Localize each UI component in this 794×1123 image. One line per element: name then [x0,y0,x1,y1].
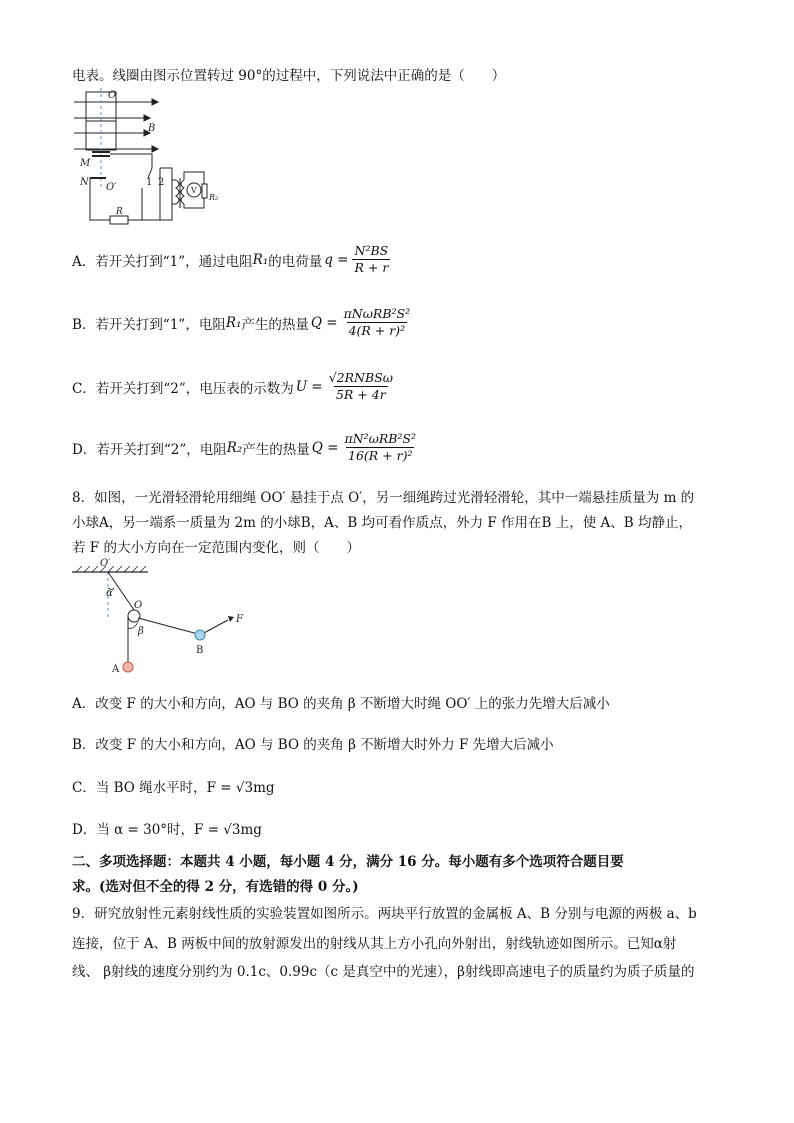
q8-option-d[interactable]: D．当 α = 30°时，F = √3mg [72,822,262,838]
option-b-symbol: R₁ [225,314,242,331]
option-a-lhs: q = [324,251,349,268]
label-F: F [236,614,243,625]
section-2-heading-line-1: 二、多项选择题：本题共 4 小题，每小题 4 分，满分 16 分。每小题有多个选项符合题目要 [72,854,624,870]
label-alpha: α [106,588,113,599]
option-a-row[interactable] [72,243,390,276]
option-b-lhs: Q = [310,314,338,331]
label-voltmeter: V [191,186,197,195]
q8-option-c[interactable]: C．当 BO 绳水平时，F = √3mg [72,780,275,796]
q9-stem-line-3: 线、 β射线的速度分别约为 0.1c、0.99c（c 是真空中的光速），β射线即高速电子的质量约为质子质量的 [72,964,695,980]
label-M: M [80,158,91,169]
label-ball-B: B [196,645,204,656]
option-c-numerator: √2RNBSω [328,370,393,385]
label-R1: R [116,207,123,217]
option-d-text: D．若开关打到“2”，电阻 [72,441,227,458]
label-B: B [148,123,156,134]
option-d-symbol: R₂ [226,439,243,456]
section-2-heading-line-2: 求。(选对但不全的得 2 分，有选错的得 0 分。) [72,879,359,895]
option-a-denominator: R + r [354,260,389,275]
option-d-lhs: Q = [311,439,339,456]
pulley-figure [72,558,252,678]
label-switch-1: 1 [146,177,153,188]
option-d-row[interactable] [72,431,418,464]
option-b-text: B．若开关打到“1”，电阻 [72,316,226,333]
option-d-fraction [342,431,418,464]
option-c-denominator: 5R + 4r [335,387,386,402]
label-beta: β [138,626,144,637]
q8-option-a[interactable]: A．改变 F 的大小和方向，AO 与 BO 的夹角 β 不断增大时绳 OO′ 上的张力先增大后减小 [72,696,610,712]
option-c-text: C．若开关打到“2”，电压表的示数为 [72,380,294,397]
option-a-text-mid: 的电荷量 [268,253,323,270]
option-b-text-mid: 产生的热量 [241,316,309,333]
q9-stem-line-1: 9．研究放射性元素射线性质的实验装置如图所示。两块平行放置的金属板 A、B 分别与电源的两极 a、b [72,906,697,922]
option-d-text-mid: 产生的热量 [242,441,310,458]
label-R2: R₂ [209,193,219,202]
option-b-denominator: 4(R + r)² [348,323,406,338]
q9-stem-line-2: 连接，位于 A、B 两板中间的放射源发出的射线从其上方小孔向外射出，射线轨迹如图所示。已知α射 [72,936,677,952]
option-b-row[interactable] [72,306,412,339]
q8-option-b[interactable]: B．改变 F 的大小和方向，AO 与 BO 的夹角 β 不断增大时外力 F 先增大后减小 [72,737,554,753]
label-switch-2: 2 [158,177,165,188]
option-d-denominator: 16(R + r)² [348,448,413,463]
option-a-numerator: N²BS [354,243,389,258]
option-c-fraction [327,370,395,403]
label-ball-A: A [112,664,120,675]
option-a-text: A．若开关打到“1”，通过电阻 [72,253,253,270]
option-a-symbol: R₁ [252,251,269,268]
option-b-numerator: πNωRB²S² [343,306,411,321]
generator-circuit-figure [72,88,232,228]
option-c-row[interactable] [72,370,395,403]
question-intro-line: 电表。线圈由图示位置转过 90°的过程中，下列说法中正确的是（ ） [72,68,506,84]
label-O-prime: O′ [106,182,117,193]
option-c-lhs: U = [295,378,323,395]
label-O: O [108,90,117,101]
q8-stem-line-2: 小球A，另一端系一质量为 2m 的小球B，A、B 均可看作质点，外力 F 作用在B 上，使 A、B 均静止， [72,515,693,531]
label-O-2: O [134,600,143,611]
label-N: N [80,177,89,188]
q8-stem-line-1: 8．如图，一光滑轻滑轮用细绳 OO′ 悬挂于点 O′，另一细绳跨过光滑轻滑轮，其中一端悬挂质量为 m 的 [72,490,695,506]
option-b-fraction [342,306,413,339]
option-a-fraction [352,243,390,276]
option-d-numerator: πN²ωRB²S² [344,431,417,446]
label-O-prime-2: O′ [100,558,111,569]
q8-stem-line-3: 若 F 的大小方向在一定范围内变化，则（ ） [72,540,360,556]
